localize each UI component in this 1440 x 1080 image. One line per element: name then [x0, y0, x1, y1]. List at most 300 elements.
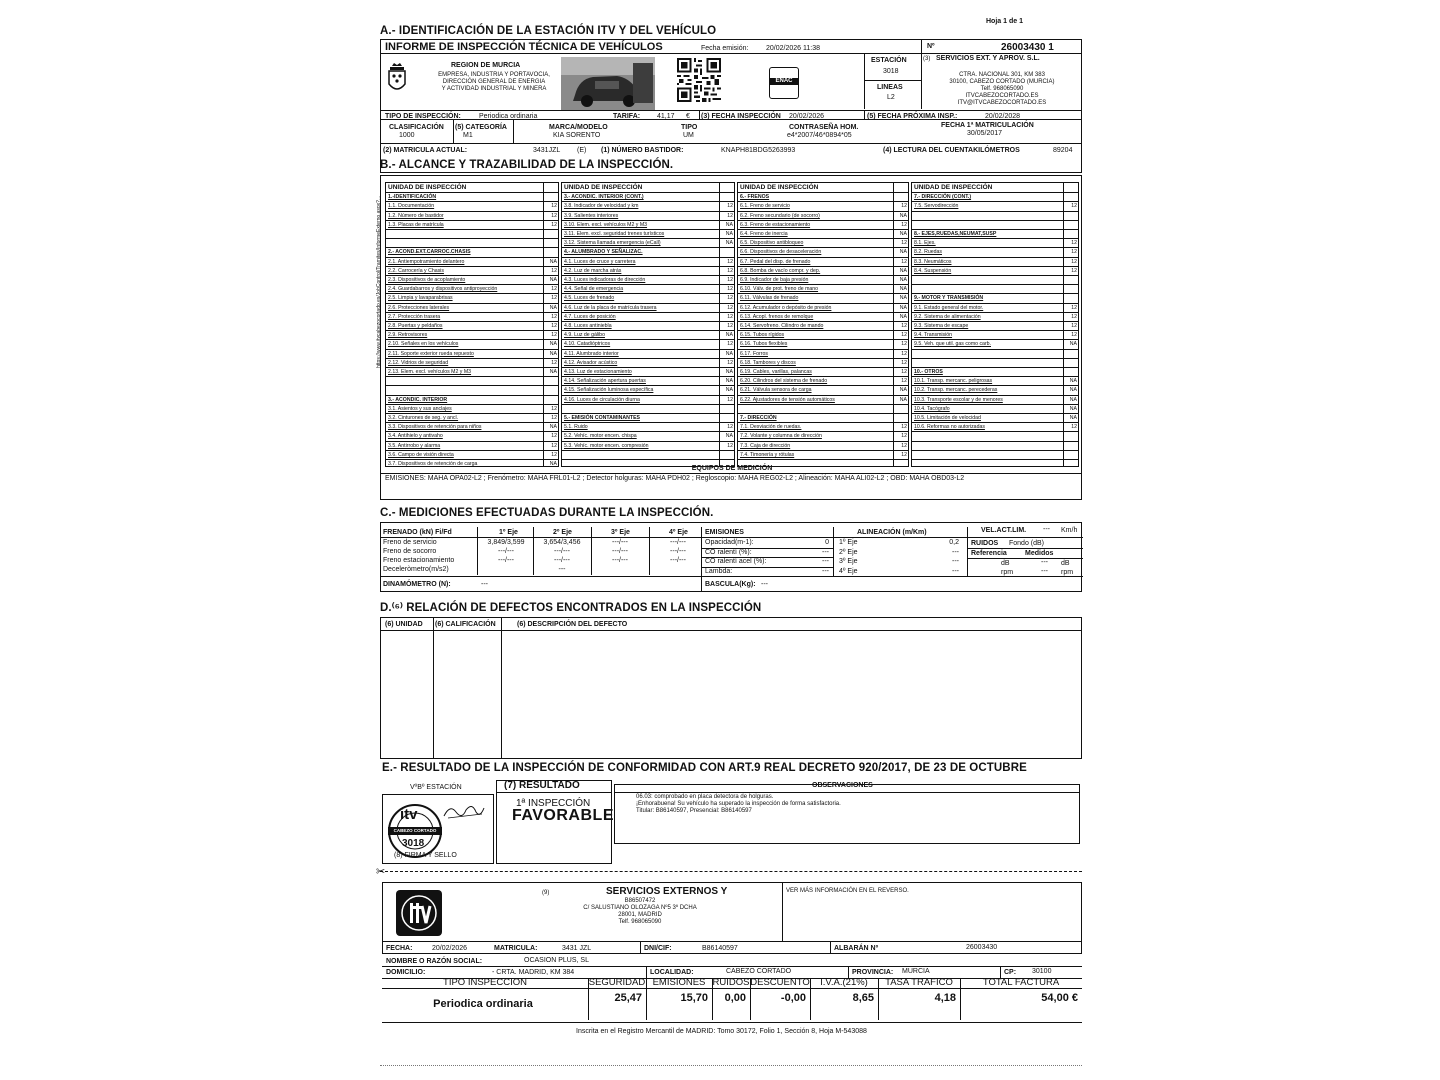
scope-item-label: 4.6. Luz de la placa de matrícula trasera: [564, 304, 657, 311]
scope-item-value: 12: [1071, 332, 1077, 339]
scope-item-label: 5.2. Vehíc. motor encen. chispa: [564, 433, 637, 440]
scope-item-value: 12: [1071, 258, 1077, 265]
scope-item-label: 4.- ALUMBRADO Y SEÑALIZAC.: [564, 249, 643, 256]
tarifa-currency: €: [686, 113, 690, 120]
scope-item-label: 10.1. Transp. mercanc. peligrosas: [914, 378, 993, 385]
scope-item-label: 6.8. Bomba de vacío compr. y dep.: [740, 267, 821, 274]
cp: 30100: [1032, 968, 1052, 975]
scope-item-label: 3.- ACONDIC. INTERIOR (CONT.): [564, 194, 644, 201]
totals-table: [382, 978, 1082, 1020]
emission-row: [701, 567, 833, 577]
scope-item-label: 2.10. Señales en los vehículos: [388, 341, 459, 348]
scope-item-value: NA: [899, 387, 907, 394]
ministry-text: EMPRESA, INDUSTRIA Y PORTAVOCIA, DIRECCIÓN GENERAL DE ENERGIA Y ACTIVIDAD INDUSTRIAL Y MINERA: [438, 72, 550, 92]
scope-item-value: 12: [1071, 424, 1077, 431]
fecha: 20/02/2026: [432, 945, 468, 952]
rpm-ref-unit: rpm: [1001, 569, 1014, 576]
scope-item-value: 12: [901, 433, 907, 440]
alignment-value: ---: [952, 567, 959, 575]
scope-item-label: 4.5. Luces de frenado: [564, 295, 615, 302]
albaran-label: ALBARÁN Nº: [834, 945, 879, 952]
scope-item-label: 4.3. Luces indicadoras de dirección: [564, 277, 646, 283]
tarifa: 41,17: [657, 113, 675, 120]
scope-item-label: 3.6. Campo de visión directa: [388, 451, 454, 458]
company-name: SERVICIOS EXT. Y APROV. S.L.: [936, 55, 1040, 62]
scope-item-label: 6.9. Indicador de baja presión: [740, 277, 809, 283]
scope-item-label: 8.1. Ejes.: [914, 240, 936, 247]
marca: KIA SORENTO: [553, 132, 601, 139]
emission-value: 0: [825, 539, 829, 546]
scope-item-label: 3.5. Antirrobo y alarma: [388, 442, 441, 449]
scope-item-value: NA: [899, 313, 907, 320]
brake-value: 3,654/3,456: [543, 539, 581, 546]
scope-item-value: 12: [727, 442, 733, 449]
scope-item-value: NA: [725, 240, 733, 247]
brake-value: ---/---: [612, 539, 628, 546]
stamp-itv: itv: [400, 806, 418, 823]
totals-header: TASA TRAFICO: [885, 977, 953, 988]
receipt-company-details: B86507472 C/ SALUSTIANO OLOZAGA Nº5 3º DCHA 28001, MADRID Telf. 968065090: [583, 898, 697, 925]
scope-item-value: 12: [551, 295, 557, 302]
section-b-title: B.- ALCANCE Y TRAZABILIDAD DE LA INSPECCIÓN.: [380, 159, 674, 171]
scope-grid: [385, 182, 1079, 469]
scope-item-value: 12: [551, 332, 557, 339]
receipt-company: SERVICIOS EXTERNOS Y: [606, 886, 728, 897]
scope-item-value: NA: [549, 277, 557, 283]
scope-item-label: 2.5. Limpia y lavaparabrisas: [388, 295, 453, 302]
scope-column-header: UNIDAD DE INSPECCIÓN: [914, 184, 993, 191]
totals-header: DESCUENTO: [750, 977, 810, 988]
scope-item-label: 4.13. Luz de estacionamiento: [564, 369, 632, 375]
domicilio-label: DOMICILIO:: [386, 969, 426, 976]
bascula-value: ---: [761, 581, 768, 588]
totals-header: I.V.A.(21%): [820, 977, 868, 988]
totals-value: 8,65: [852, 992, 874, 1004]
dni-label: DNI/CIF:: [644, 945, 672, 952]
emission-value: ---: [822, 558, 829, 565]
scope-item-label: 7.5. Servodirección: [914, 203, 959, 210]
scope-item-value: 12: [901, 451, 907, 458]
alignment-row: [833, 567, 967, 577]
totals-header: TOTAL FACTURA: [982, 977, 1060, 988]
company-ref: (3): [923, 56, 931, 62]
scope-item-label: 3.12. Sistema llamada emergencia (eCall): [564, 240, 661, 247]
brake-value: ---/---: [670, 539, 686, 546]
totals-header: SEGURIDAD: [588, 977, 646, 988]
brake-value: ---/---: [612, 557, 628, 564]
scope-item-label: 6.15. Tubos rígidos: [740, 332, 785, 339]
scope-item-label: 6.2. Freno secundario (de socorro): [740, 212, 820, 219]
first-inspection: 1ª INSPECCIÓN: [516, 798, 591, 809]
line-code: L2: [887, 94, 895, 101]
scope-item-label: 2.- ACOND.EXT.CARROC.CHASIS: [388, 249, 471, 256]
totals-header-line: [382, 988, 1082, 989]
totals-divider: [960, 978, 961, 1020]
scope-item-value: 12: [727, 341, 733, 348]
receipt-matricula: 3431 JZL: [562, 945, 592, 952]
scope-item-value: 12: [551, 415, 557, 421]
scope-item-value: NA: [899, 249, 907, 256]
cut-line: [380, 871, 1082, 872]
section-a-title: A.- IDENTIFICACIÓN DE LA ESTACIÓN ITV Y DEL VEHÍCULO: [380, 25, 717, 37]
scope-item-label: 10.- OTROS: [914, 369, 943, 375]
tipo-insp: Periodica ordinaria: [479, 113, 538, 120]
scope-item-label: 3.4. Antihielo y antivaho: [388, 433, 443, 440]
scope-item-value: 12: [551, 405, 557, 412]
scope-item-value: NA: [1069, 378, 1077, 385]
signature: [442, 800, 486, 824]
scope-item-label: 2.8. Puertas y peldaños: [388, 323, 443, 329]
equipment-title: EQUIPOS DE MEDICIÓN: [691, 465, 773, 472]
emisiones-label: EMISIONES: [705, 529, 744, 536]
brake-value: ---/---: [670, 557, 686, 564]
section-e-title: E.- RESULTADO DE LA INSPECCIÓN DE CONFORMIDAD CON ART.9 REAL DECRETO 920/2017, DE 23 DE OCTUBRE: [382, 762, 1027, 774]
scope-item-label: 3.3. Dispositivos de retención para niños: [388, 424, 482, 431]
scope-item-value: 12: [1071, 249, 1077, 256]
nombre: OCASION PLUS, SL: [524, 957, 589, 964]
rpm-value: ---: [1041, 568, 1048, 575]
emission-label: Fecha emisión:: [701, 45, 749, 52]
scope-item-label: 9.3. Sistema de escape: [914, 323, 969, 329]
matricula-label: (2) MATRICULA ACTUAL:: [383, 147, 468, 154]
brake-row-label: Freno de servicio: [383, 539, 437, 546]
contrasena-label: CONTRASEÑA HOM.: [789, 124, 859, 131]
side-url: https://www.itvcabezocortado.es/JobControl/Tramites/InformeExterno.aspx?...: [376, 195, 382, 368]
scope-item-value: NA: [899, 231, 907, 237]
scope-item-label: 3.9. Salientes interiores: [564, 212, 619, 219]
scope-item-value: 12: [1071, 313, 1077, 320]
provincia: MURCIA: [902, 968, 930, 975]
scope-item-label: 9.1. Estado general del motor.: [914, 304, 984, 311]
totals-divider: [588, 978, 589, 1020]
vb-label: VºBº ESTACIÓN: [410, 784, 462, 791]
scissors-icon: ✂: [376, 866, 386, 878]
emission-label: Lambda:: [705, 567, 733, 575]
scope-item-label: 6.22. Ajustadores de tensión automáticos: [740, 396, 835, 403]
totals-value: 25,47: [614, 992, 642, 1004]
totals-value: Periodica ordinaria: [433, 998, 533, 1010]
totals-value: 15,70: [680, 992, 708, 1004]
scope-item-label: 3.8. Indicador de velocidad y km: [564, 203, 639, 210]
db-ref-unit: dB: [1001, 560, 1010, 567]
scope-item-value: NA: [899, 304, 907, 311]
alignment-row: [833, 538, 967, 548]
albaran: 26003430: [966, 944, 998, 951]
emission-value: ---: [822, 548, 829, 556]
scope-item-value: NA: [549, 461, 557, 467]
scope-item-label: 4.7. Luces de posición: [564, 313, 616, 320]
brake-rows: [381, 538, 701, 574]
totals-header: EMISIONES: [652, 977, 706, 988]
localidad: CABEZO CORTADO: [726, 968, 792, 975]
scope-item-value: NA: [725, 350, 733, 357]
emission-label: CO ralentí (%):: [705, 548, 752, 556]
eje-2-label: 2º Eje: [553, 529, 572, 536]
lines-label: LINEAS: [877, 84, 903, 91]
scope-item-value: NA: [1069, 405, 1077, 412]
contrasena: e4*2007/46*0894*05: [787, 132, 852, 139]
frenado-label: FRENADO (kN) Fi/Fd: [383, 529, 452, 536]
scope-item-value: 12: [901, 369, 907, 375]
scope-item-value: NA: [725, 369, 733, 375]
cat-label: (5) CATEGORÍA: [455, 124, 507, 131]
scope-item-label: 6.1. Freno de servicio: [740, 203, 790, 210]
scope-item-value: 12: [901, 350, 907, 357]
totals-divider: [878, 978, 879, 1020]
scope-item-value: 12: [551, 323, 557, 329]
marca-label: MARCA/MODELO: [549, 124, 608, 131]
scope-item-label: 9.- MOTOR Y TRANSMISIÓN: [914, 295, 984, 302]
section-d-title: D.⁽⁶⁾ RELACIÓN DE DEFECTOS ENCONTRADOS EN LA INSPECCIÓN: [380, 602, 762, 614]
firma-sello: (8) FIRMA Y SELLO: [394, 852, 457, 859]
defects-box: [380, 617, 1082, 759]
scope-item-label: 8.3. Neumáticos: [914, 258, 952, 265]
murcia-coat-of-arms-icon: [386, 62, 408, 96]
scope-item-value: 12: [727, 359, 733, 366]
scope-item-label: 9.4. Transmisión: [914, 332, 953, 339]
scope-item-label: 4.8. Luces antiniebla: [564, 323, 612, 329]
observations: 06.03: comprobado en placa detectora de holguras. ¡Enhorabuena! Su vehículo ha superado la inspección de forma satisfactoria. Titular: B86140597, Presencial: B86140597: [636, 794, 841, 814]
scope-item-label: 10.6. Reformas no autorizadas: [914, 424, 985, 431]
cp-label: CP:: [1004, 969, 1017, 976]
vel-unit: Km/h: [1061, 527, 1078, 534]
scope-column: [561, 182, 735, 467]
scope-item-label: 6.7. Pedal del disp. de frenado: [740, 258, 811, 265]
totals-divider: [712, 978, 713, 1020]
scope-item-value: 12: [551, 203, 557, 210]
scope-item-value: 12: [901, 442, 907, 449]
scope-item-label: 2.1. Antiempotramiento delantero: [388, 258, 465, 265]
scope-item-label: 7.- DIRECCIÓN: [740, 415, 777, 421]
scope-column-header: UNIDAD DE INSPECCIÓN: [740, 184, 819, 191]
scope-item-value: NA: [549, 341, 557, 348]
brake-value: ---/---: [554, 557, 570, 564]
ruidos-fondo: Fondo (dB): [1009, 540, 1045, 547]
scope-item-label: 4.9. Luz de gálibo: [564, 332, 605, 339]
scope-item-value: 12: [727, 203, 733, 210]
receipt-ref: (9): [542, 890, 550, 896]
totals-header: TIPO INSPECCION: [443, 977, 527, 988]
eje-4-label: 4º Eje: [669, 529, 688, 536]
cat: M1: [463, 132, 473, 139]
brake-value: 3,849/3,599: [487, 539, 525, 546]
ruidos-label: RUIDOS: [971, 540, 999, 547]
scope-item-label: 8.2. Ruedas: [914, 249, 942, 256]
scope-item-label: 6.14. Servofreno. Cilindro de mando: [740, 323, 824, 329]
scope-item-label: 6.5. Dispositivo antibloqueo: [740, 240, 804, 247]
alignment-value: ---: [952, 548, 959, 556]
scope-item-label: 1.-IDENTIFICACIÓN: [388, 194, 437, 201]
eje-1-label: 1º Eje: [499, 529, 518, 536]
reverse-note: VER MÁS INFORMACIÓN EN EL REVERSO.: [786, 888, 909, 894]
report-title: INFORME DE INSPECCIÓN TÉCNICA DE VEHÍCULOS: [385, 41, 663, 53]
scope-item-label: 2.6. Protecciones laterales: [388, 304, 450, 311]
scope-item-label: 7.3. Caja de dirección: [740, 442, 791, 449]
scope-item-label: 1.1. Documentación: [388, 203, 435, 210]
totals-value: 4,18: [934, 992, 956, 1004]
stamp-name: CABEZO CORTADO: [393, 828, 437, 833]
scope-item-label: 6.3. Freno de estacionamiento: [740, 221, 811, 228]
nombre-label: NOMBRE O RAZÓN SOCIAL:: [386, 958, 483, 965]
bastidor: KNAPH81BDG5263993: [721, 147, 796, 154]
matric-fecha-label: FECHA 1ª MATRICULACIÓN: [941, 122, 1034, 129]
scope-item-label: 4.12. Avisador acústico: [564, 359, 618, 366]
scope-item-value: NA: [1069, 341, 1077, 348]
scope-column: [911, 182, 1079, 467]
clasif-label: CLASIFICACIÓN: [389, 124, 444, 131]
clasif: 1000: [399, 132, 415, 139]
defect-calif-header: (6) CALIFICACIÓN: [435, 621, 496, 628]
registry: Inscrita en el Registro Mercantil de MADRID: Tomo 30172, Folio 1, Sección 8, Hoja M-543088: [576, 1028, 867, 1035]
scope-item-value: NA: [1069, 387, 1077, 394]
alignment-row: [833, 557, 967, 567]
km-label: (4) LECTURA DEL CUENTAKILÓMETROS: [883, 147, 1020, 154]
stamp-number: 3018: [402, 838, 425, 849]
scope-item-value: NA: [1069, 415, 1077, 421]
scope-item-value: 12: [1071, 304, 1077, 311]
tarifa-label: TARIFA:: [613, 113, 641, 120]
scope-column: [737, 182, 909, 467]
emission-label: CO ralentí acel (%):: [705, 558, 767, 565]
scope-item-label: 5.- EMISIÓN CONTAMINANTES: [564, 415, 640, 421]
scope-item-value: 12: [551, 313, 557, 320]
totals-divider: [750, 978, 751, 1020]
scope-item-label: 6.17. Forros: [740, 350, 768, 357]
alignment-label: 3º Eje: [839, 558, 858, 565]
scope-item-label: 6.13. Acopl. frenos de remolque: [740, 313, 814, 320]
receipt-matricula-label: MATRICULA:: [494, 945, 538, 952]
scope-item-value: NA: [549, 369, 557, 375]
report-number: 26003430 1: [1001, 42, 1054, 53]
scope-item-label: 2.9. Retrovisores: [388, 332, 428, 339]
totals-value: 0,00: [724, 992, 746, 1004]
brake-row: [381, 556, 701, 565]
scope-item-value: 12: [901, 323, 907, 329]
scope-item-value: NA: [725, 221, 733, 228]
page-number: Hoja 1 de 1: [986, 18, 1023, 25]
scope-item-label: 4.16. Luces de circulación diurna: [564, 396, 640, 403]
obs-label: OBSERVACIONES: [812, 782, 873, 789]
identification-box: [380, 39, 1082, 173]
scope-item-label: 8.- EJES,RUEDAS,NEUMAT,SUSP: [914, 231, 997, 237]
scope-item-value: 12: [901, 359, 907, 366]
scope-item-value: 12: [551, 267, 557, 274]
scope-item-label: 6.16. Tubos flexibles: [740, 341, 788, 348]
scope-item-label: 6.20. Cilindros del sistema de frenado: [740, 378, 828, 385]
number-label: Nº: [927, 43, 935, 50]
scope-item-label: 7.1. Desviación de ruedas.: [740, 424, 802, 431]
brake-value: ---/---: [554, 548, 570, 555]
totals-divider: [810, 978, 811, 1020]
defect-desc-header: (6) DESCRIPCIÓN DEL DEFECTO: [517, 621, 628, 628]
vehicle-photo: [561, 57, 655, 110]
scope-item-value: 12: [551, 221, 557, 228]
brake-value: ---/---: [670, 548, 686, 555]
scope-column-header: UNIDAD DE INSPECCIÓN: [388, 184, 467, 191]
scope-item-label: 7.2. Volante y columna de dirección: [740, 433, 822, 440]
scope-item-label: 10.5. Limitación de velocidad: [914, 415, 981, 421]
scope-item-label: 1.2. Número de bastidor: [388, 212, 444, 219]
alignment-label: 2º Eje: [839, 548, 858, 556]
scope-item-value: NA: [549, 304, 557, 311]
section-c-title: C.- MEDICIONES EFECTUADAS DURANTE LA INSPECCIÓN.: [380, 507, 714, 519]
scope-item-value: 12: [901, 378, 907, 385]
scope-item-label: 2.11. Soporte exterior rueda repuesto: [388, 350, 474, 357]
totals-value: 54,00 €: [1041, 992, 1078, 1004]
alignment-label: 1º Eje: [839, 539, 858, 546]
scope-item-value: 12: [727, 313, 733, 320]
scope-column-header: UNIDAD DE INSPECCIÓN: [564, 184, 643, 191]
scope-item-label: 3.7. Dispositivos de retención de carga: [388, 461, 478, 467]
scope-item-label: 2.3. Dispositivos de acoplamiento: [388, 277, 466, 283]
scope-item-label: 9.2. Sistema de alimentación: [914, 313, 981, 320]
brake-row: [381, 547, 701, 556]
scope-item-label: 4.4. Señal de emergencia: [564, 286, 624, 293]
scope-item-label: 2.7. Protección trasera: [388, 313, 441, 320]
scope-item-value: NA: [725, 332, 733, 339]
matricula-suffix: (E): [577, 147, 587, 154]
brake-row: [381, 538, 701, 547]
scope-item-value: NA: [725, 231, 733, 237]
brake-row-label: Freno de socorro: [383, 548, 437, 555]
station-label: ESTACIÓN: [871, 57, 907, 64]
provincia-label: PROVINCIA:: [852, 969, 894, 976]
scope-item-label: 4.10. Catadióptricos: [564, 341, 611, 348]
tipo-label: TIPO: [681, 124, 698, 131]
eje-3-label: 3º Eje: [611, 529, 630, 536]
scope-item-value: 12: [901, 221, 907, 228]
medidos-label: Medidos: [1025, 550, 1054, 557]
alignment-label: 4º Eje: [839, 567, 858, 575]
scope-item-label: 2.4. Guardabarros y dispositivos antiproyección: [388, 286, 498, 293]
matric-fecha: 30/05/2017: [967, 130, 1003, 137]
scope-item-label: 6.12. Acumulador o depósito de presión: [740, 304, 832, 311]
scope-box: [380, 175, 1082, 500]
scope-item-value: 12: [1071, 203, 1077, 210]
scope-item-value: 12: [901, 424, 907, 431]
equipment-list: EMISIONES: MAHA OPA02-L2 ; Frenómetro: MAHA FRL01-L2 ; Detector holguras: MAHA PDH02 ; Regloscopio: MAHA REG02-L2 ; Alineación: MAHA ALI02-L2 ; OBD: MAHA OBD03-L2: [385, 475, 965, 482]
domicilio: - CRTA. MADRID, KM 384: [492, 969, 575, 976]
scope-item-value: NA: [899, 212, 907, 219]
scope-item-value: 12: [1071, 240, 1077, 247]
result-favorable: FAVORABLE: [512, 807, 614, 824]
emission-value: ---: [822, 567, 829, 575]
scope-item-value: NA: [725, 387, 733, 394]
dni: B86140597: [702, 945, 738, 952]
scope-item-value: NA: [899, 396, 907, 403]
scope-item-value: NA: [1069, 396, 1077, 403]
scope-item-value: NA: [725, 378, 733, 385]
brake-row-label: Freno estacionamiento: [383, 557, 455, 564]
scope-item-label: 7.4. Timonería y rótulas: [740, 451, 795, 458]
scope-item-label: 3.- ACONDIC. INTERIOR: [388, 396, 448, 403]
proxima: 20/02/2028: [985, 113, 1021, 120]
emission-date: 20/02/2026 11:38: [766, 45, 820, 52]
scope-item-value: 12: [727, 304, 733, 311]
scope-item-value: 12: [901, 203, 907, 210]
region-name: REGION DE MURCIA: [451, 62, 521, 69]
scope-item-label: 10.2. Transp. mercanc. perecederas: [914, 387, 998, 394]
brake-row-label: Deceleròmetro(m/s2): [383, 566, 449, 573]
itv-logo-icon: [396, 890, 442, 936]
totals-header: RUIDOS: [712, 977, 750, 988]
scope-item-value: 12: [901, 240, 907, 247]
scope-item-label: 4.11. Alumbrado interior: [564, 350, 619, 357]
scope-item-label: 10.4. Tacógrafo: [914, 405, 950, 412]
scope-item-value: 12: [551, 286, 557, 293]
scope-item-label: 6.18. Tambores y discos: [740, 359, 796, 366]
tipo: UM: [683, 132, 694, 139]
